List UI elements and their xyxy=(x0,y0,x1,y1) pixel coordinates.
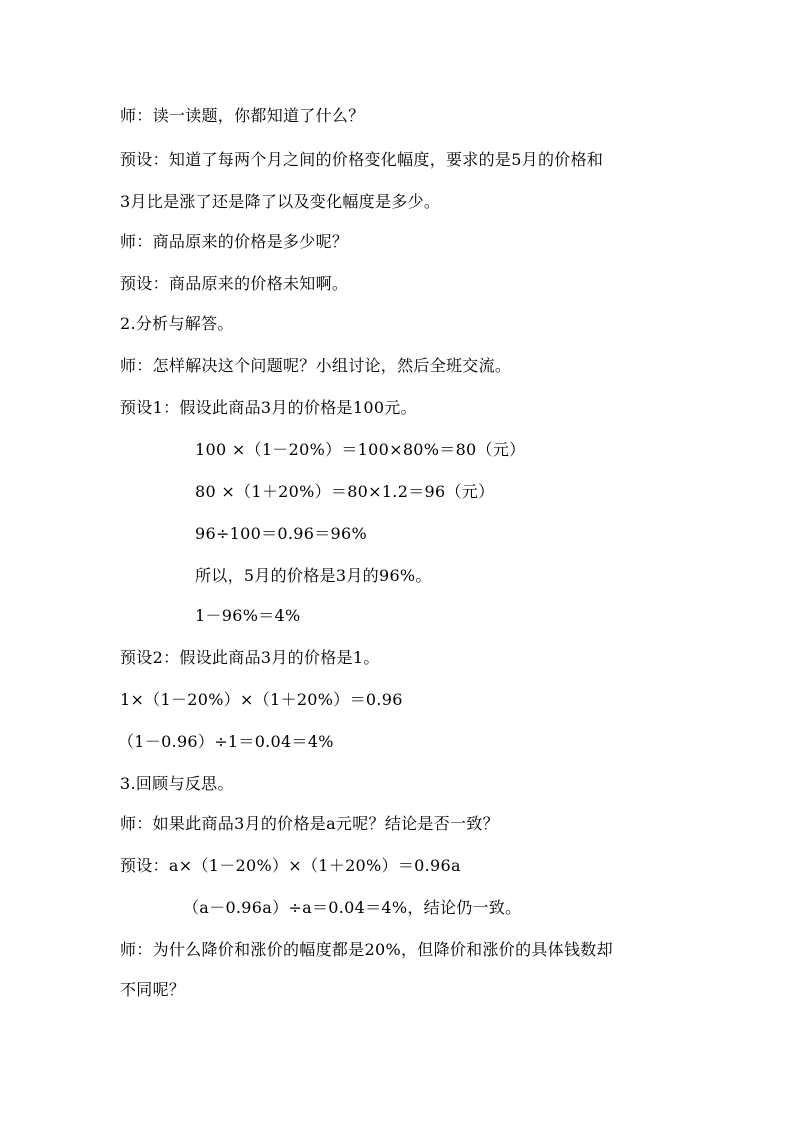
section-heading-2: 2.分析与解答。 xyxy=(120,314,234,333)
calc-step-3: 96÷100＝0.96＝96% xyxy=(195,524,367,543)
calc-conclusion: 所以，5月的价格是3月的96%。 xyxy=(195,566,432,585)
preset-2-calc-2: （1－0.96）÷1＝0.04＝4% xyxy=(118,732,334,751)
preset-3-calc-1: 预设：a×（1－20%）×（1＋20%）＝0.96a xyxy=(120,856,461,875)
preset-answer-2: 预设：商品原来的价格未知啊。 xyxy=(120,274,349,293)
preset-2-heading: 预设2：假设此商品3月的价格是1。 xyxy=(120,648,380,667)
teacher-question-2: 师：商品原来的价格是多少呢？ xyxy=(120,232,349,251)
teacher-question-1: 师：读一读题，你都知道了什么？ xyxy=(120,106,365,125)
preset-answer-1: 预设：知道了每两个月之间的价格变化幅度，要求的是5月的价格和 xyxy=(120,150,604,169)
section-heading-3: 3.回顾与反思。 xyxy=(120,774,234,793)
teacher-question-5-cont: 不同呢？ xyxy=(120,980,186,999)
calc-step-1: 100 ×（1－20%）＝100×80%＝80（元） xyxy=(195,440,526,459)
preset-answer-1-cont: 3月比是涨了还是降了以及变化幅度是多少。 xyxy=(120,192,441,211)
preset-1-heading: 预设1：假设此商品3月的价格是100元。 xyxy=(120,398,417,417)
calc-step-2: 80 ×（1＋20%）＝80×1.2＝96（元） xyxy=(195,482,495,501)
teacher-question-3: 师：怎样解决这个问题呢？小组讨论，然后全班交流。 xyxy=(120,356,512,375)
teacher-question-4: 师：如果此商品3月的价格是a元呢？结论是否一致？ xyxy=(120,814,499,833)
teacher-question-5: 师：为什么降价和涨价的幅度都是20%，但降价和涨价的具体钱数却 xyxy=(120,940,613,959)
preset-2-calc-1: 1×（1－20%）×（1＋20%）＝0.96 xyxy=(120,690,403,709)
calc-step-4: 1－96%＝4% xyxy=(195,606,301,625)
preset-3-calc-2: （a－0.96a）÷a＝0.04＝4%，结论仍一致。 xyxy=(183,898,522,917)
